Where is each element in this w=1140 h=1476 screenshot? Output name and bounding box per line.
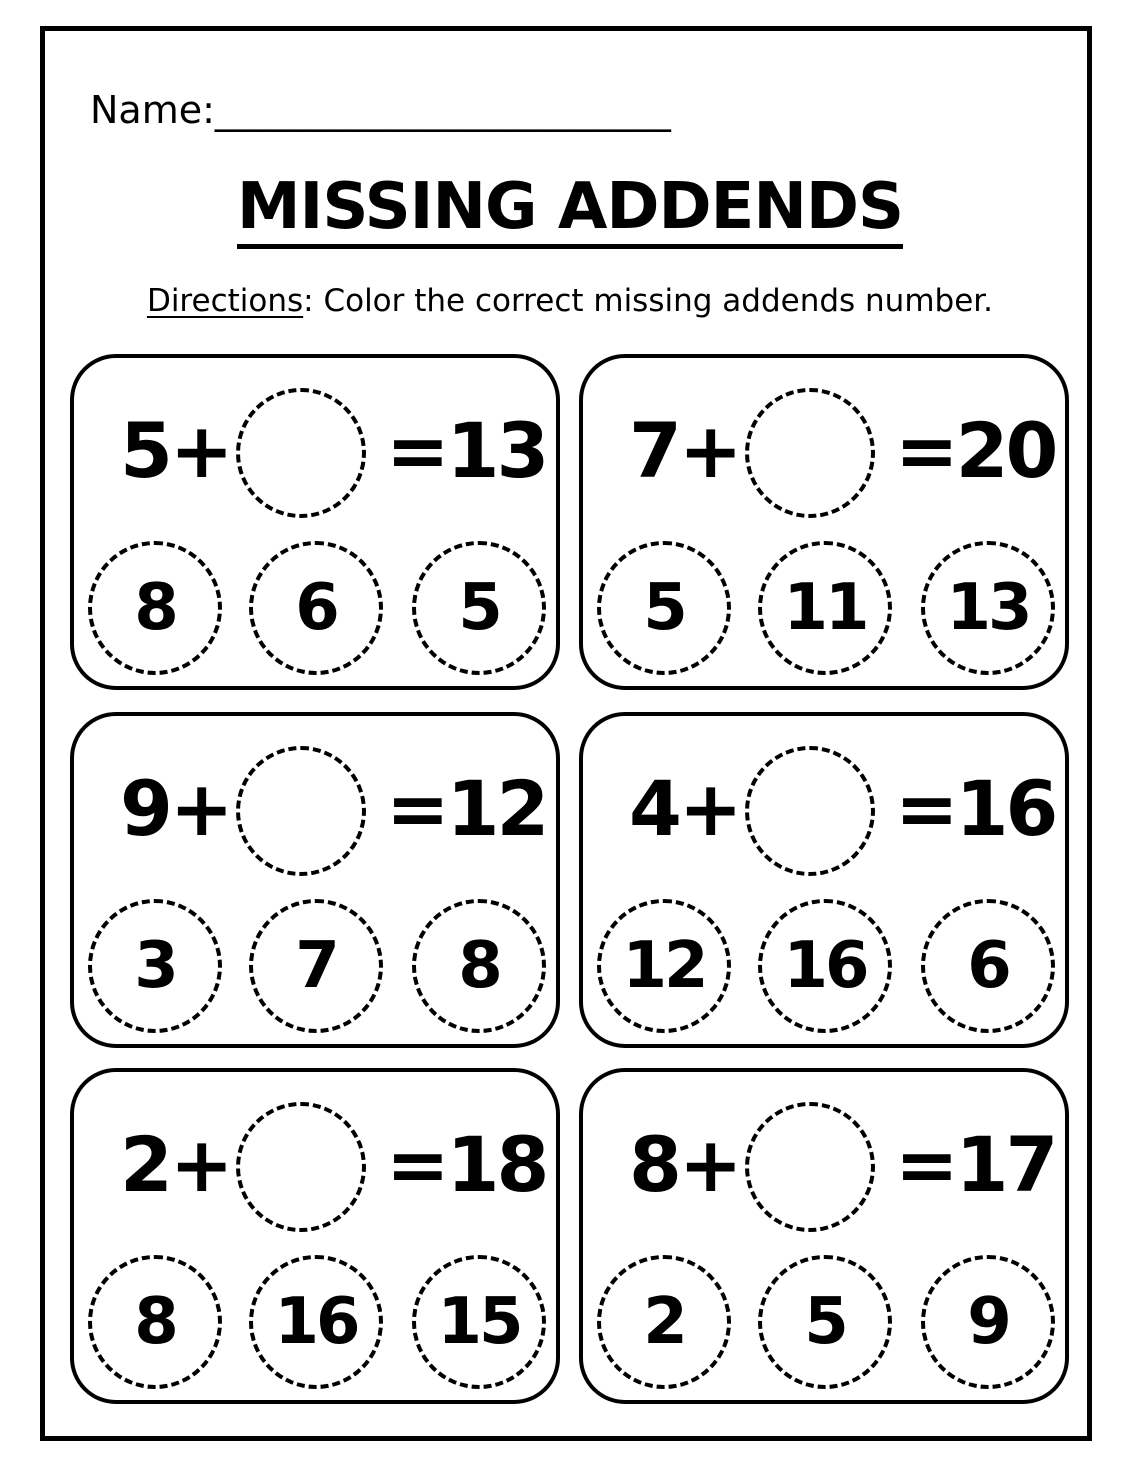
first-addend: 5+ bbox=[120, 406, 231, 495]
problem-card-1 bbox=[70, 354, 560, 690]
answer-option[interactable]: 12 bbox=[597, 899, 731, 1033]
answer-option[interactable]: 16 bbox=[758, 899, 892, 1033]
directions-text: : Color the correct missing addends number. bbox=[303, 283, 994, 319]
sum: =18 bbox=[386, 1120, 547, 1209]
answer-option[interactable]: 5 bbox=[597, 541, 731, 675]
missing-addend-circle[interactable] bbox=[745, 388, 875, 518]
answer-option[interactable]: 13 bbox=[921, 541, 1055, 675]
answer-options bbox=[74, 541, 556, 681]
answer-option[interactable]: 6 bbox=[249, 541, 383, 675]
missing-addend-circle[interactable] bbox=[236, 388, 366, 518]
answer-option[interactable]: 5 bbox=[758, 1255, 892, 1389]
equation bbox=[583, 388, 1065, 528]
answer-option[interactable]: 16 bbox=[249, 1255, 383, 1389]
sum: =17 bbox=[895, 1120, 1056, 1209]
first-addend: 2+ bbox=[120, 1120, 231, 1209]
answer-option[interactable]: 11 bbox=[758, 541, 892, 675]
name-blank[interactable]: ________________________ bbox=[214, 88, 671, 132]
answer-options bbox=[583, 1255, 1065, 1395]
answer-option[interactable]: 5 bbox=[412, 541, 546, 675]
first-addend: 9+ bbox=[120, 764, 231, 853]
first-addend: 7+ bbox=[629, 406, 740, 495]
answer-option[interactable]: 3 bbox=[88, 899, 222, 1033]
answer-option[interactable]: 8 bbox=[412, 899, 546, 1033]
missing-addend-circle[interactable] bbox=[236, 1102, 366, 1232]
equation bbox=[74, 746, 556, 886]
answer-option[interactable]: 9 bbox=[921, 1255, 1055, 1389]
directions-label: Directions bbox=[146, 283, 304, 319]
problem-card-4 bbox=[579, 712, 1069, 1048]
answer-options bbox=[74, 899, 556, 1039]
problem-card-6 bbox=[579, 1068, 1069, 1404]
answer-options bbox=[74, 1255, 556, 1395]
sum: =12 bbox=[386, 764, 547, 853]
answer-option[interactable]: 2 bbox=[597, 1255, 731, 1389]
equation bbox=[583, 746, 1065, 886]
answer-option[interactable]: 8 bbox=[88, 1255, 222, 1389]
answer-option[interactable]: 15 bbox=[412, 1255, 546, 1389]
answer-options bbox=[583, 541, 1065, 681]
name-label: Name: bbox=[90, 88, 215, 132]
first-addend: 8+ bbox=[629, 1120, 740, 1209]
equation bbox=[583, 1102, 1065, 1242]
sum: =16 bbox=[895, 764, 1056, 853]
equation bbox=[74, 388, 556, 528]
missing-addend-circle[interactable] bbox=[745, 1102, 875, 1232]
answer-options bbox=[583, 899, 1065, 1039]
answer-option[interactable]: 6 bbox=[921, 899, 1055, 1033]
answer-option[interactable]: 7 bbox=[249, 899, 383, 1033]
worksheet-title bbox=[0, 170, 1140, 244]
problem-card-5 bbox=[70, 1068, 560, 1404]
sum: =13 bbox=[386, 406, 547, 495]
sum: =20 bbox=[895, 406, 1056, 495]
name-field[interactable] bbox=[90, 88, 671, 132]
problem-card-3 bbox=[70, 712, 560, 1048]
missing-addend-circle[interactable] bbox=[745, 746, 875, 876]
answer-option[interactable]: 8 bbox=[88, 541, 222, 675]
directions bbox=[0, 283, 1140, 319]
problem-card-2 bbox=[579, 354, 1069, 690]
missing-addend-circle[interactable] bbox=[236, 746, 366, 876]
first-addend: 4+ bbox=[629, 764, 740, 853]
equation bbox=[74, 1102, 556, 1242]
title-text: MISSING ADDENDS bbox=[237, 170, 903, 249]
